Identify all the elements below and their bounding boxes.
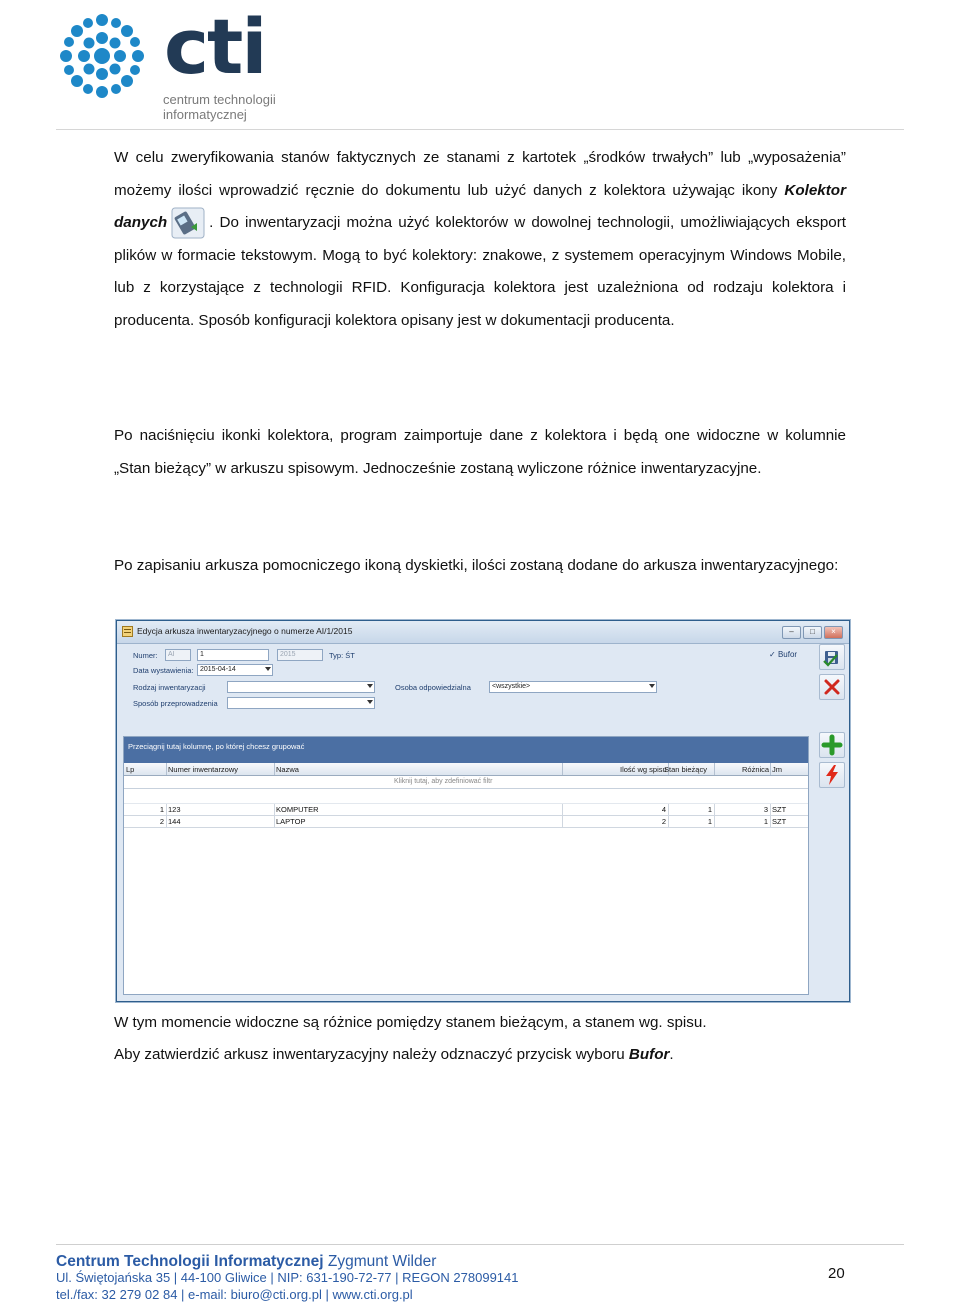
lightning-icon	[820, 763, 844, 787]
chevron-down-icon	[649, 684, 655, 688]
cell-divider	[274, 816, 275, 827]
data-wystawienia-value: 2015-04-14	[200, 666, 236, 673]
minimize-icon[interactable]: –	[782, 626, 801, 639]
collector-button[interactable]	[819, 762, 845, 788]
footer-company	[56, 1253, 436, 1271]
col-jm[interactable]: Jm	[772, 765, 782, 774]
collector-icon	[171, 207, 205, 239]
col-nazwa[interactable]: Nazwa	[276, 765, 299, 774]
footer-divider	[56, 1244, 904, 1245]
sposob-label: Sposób przeprowadzenia	[133, 699, 218, 708]
p1-text-before: W celu zweryfikowania stanów faktycznych ze stanami z kartotek „środków trwałych” lub „wyposażenia” możemy ilości wprowadzić ręcznie do dokumentu lub użyć danych z kolektora używając ikony	[114, 149, 846, 199]
rodzaj-label: Rodzaj inwentaryzacji	[133, 683, 206, 692]
data-wystawienia-label: Data wystawienia:	[133, 666, 194, 675]
numer-label: Numer:	[133, 651, 158, 660]
cell-divider	[770, 816, 771, 827]
bufor-checkbox[interactable]	[769, 650, 797, 659]
inventory-sheet-window	[116, 620, 850, 1002]
bufor-check-icon: ✓	[769, 650, 776, 659]
cell-divider	[668, 804, 669, 815]
cell-roznica: 3	[763, 805, 768, 814]
sposob-select[interactable]	[227, 697, 375, 709]
col-stan[interactable]: Stan bieżący	[664, 765, 707, 774]
window-titlebar	[117, 621, 849, 644]
close-icon[interactable]: ×	[824, 626, 843, 639]
col-divider	[274, 763, 275, 775]
paragraph-import-info: Po naciśnięciu ikonki kolektora, program zaimportuje dane z kolektora i będą one widoczne w kolumnie „Stan bieżący” w arkuszu spisowym. Jednocześnie zostaną wyliczone różnice inwentaryzacyjne.	[114, 427, 846, 477]
filter-hint: Kliknij tutaj, aby zdefiniować filtr	[394, 778, 493, 785]
cell-stan: 1	[707, 817, 712, 826]
numer-year-field: 2015	[277, 649, 323, 661]
footer-contact: tel./fax: 32 279 02 84 | e-mail: biuro@cti.org.pl | www.cti.org.pl	[56, 1287, 413, 1302]
cti-globe-icon	[56, 10, 148, 102]
grid-header	[124, 763, 808, 776]
cell-lp: 2	[159, 817, 164, 826]
cell-roznica: 1	[763, 817, 768, 826]
close-icon	[820, 675, 844, 699]
app-icon	[122, 626, 133, 637]
col-divider	[714, 763, 715, 775]
logo-wordmark: cti	[164, 2, 266, 91]
cell-divider	[714, 816, 715, 827]
p5-text-before: Aby zatwierdzić arkusz inwentaryzacyjny należy odznaczyć przycisk wyboru	[114, 1046, 629, 1063]
cell-divider	[714, 804, 715, 815]
cell-divider	[274, 804, 275, 815]
cti-logo	[56, 2, 296, 126]
cell-divider	[166, 804, 167, 815]
footer-company-rest: Zygmunt Wilder	[323, 1253, 437, 1270]
numer-prefix-field: AI	[165, 649, 191, 661]
paragraph-save-info: Po zapisaniu arkusza pomocniczego ikoną dyskietki, ilości zostaną dodane do arkusza inwentaryzacyjnego:	[114, 557, 839, 574]
cell-ilosc: 4	[661, 805, 666, 814]
footer-company-bold: Centrum Technologii Informatycznej	[56, 1253, 324, 1270]
cell-divider	[668, 816, 669, 827]
cell-nazwa: LAPTOP	[276, 817, 306, 826]
data-wystawienia-field[interactable]	[197, 664, 273, 676]
osoba-select[interactable]	[489, 681, 657, 693]
col-divider	[562, 763, 563, 775]
col-divider	[166, 763, 167, 775]
cell-lp: 1	[159, 805, 164, 814]
table-row[interactable]	[124, 816, 808, 828]
chevron-down-icon	[265, 667, 271, 671]
p1-bold-kolektor: Kolektor danych	[114, 181, 846, 232]
logo-sub-line1: centrum technologii	[163, 92, 276, 107]
p5-text-after: .	[669, 1046, 674, 1063]
typ-label: Typ: ŚT	[329, 651, 355, 660]
cell-numer: 144	[168, 817, 181, 826]
items-grid	[123, 736, 809, 995]
rodzaj-select[interactable]	[227, 681, 375, 693]
header-divider	[56, 129, 904, 130]
osoba-value: <wszystkie>	[492, 683, 531, 690]
plus-icon	[820, 733, 844, 757]
p5-bold-bufor: Bufor	[628, 1046, 670, 1063]
footer-address: Ul. Świętojańska 35 | 44-100 Gliwice | NIP: 631-190-72-77 | REGON 278099141	[56, 1270, 519, 1285]
floppy-icon	[820, 645, 844, 669]
add-item-button[interactable]	[819, 732, 845, 758]
numer-field[interactable]: 1	[197, 649, 269, 661]
table-row[interactable]	[124, 804, 808, 816]
cell-divider	[166, 816, 167, 827]
cell-stan: 1	[707, 805, 712, 814]
window-title: Edycja arkusza inwentaryzacyjnego o numerze AI/1/2015	[137, 626, 353, 636]
maximize-icon[interactable]: □	[803, 626, 822, 639]
chevron-down-icon	[367, 700, 373, 704]
chevron-down-icon	[367, 684, 373, 688]
cell-jm: SZT	[772, 805, 787, 814]
cell-divider	[770, 804, 771, 815]
filter-row[interactable]	[124, 776, 808, 789]
cell-jm: SZT	[772, 817, 787, 826]
col-lp[interactable]: Lp	[126, 765, 135, 774]
logo-sub-line2: informatycznej	[163, 107, 247, 122]
new-row[interactable]	[124, 789, 808, 804]
col-numer[interactable]: Numer inwentarzowy	[168, 765, 239, 774]
col-roznica[interactable]: Różnica	[742, 765, 770, 774]
cell-ilosc: 2	[661, 817, 666, 826]
bufor-label: Bufor	[777, 650, 798, 659]
paragraph-collector-intro	[114, 142, 846, 337]
save-button[interactable]	[819, 644, 845, 670]
p1-text-after: . Do inwentaryzacji można użyć kolektorów w dowolnej technologii, umożliwiających eksport plików w formacie tekstowym. Mogą to być kolektory: znakowe, z systemem operacyjnym Windows Mobile, lub z korzystające z technologii RFID. Konfiguracja kolektora jest uzależniona od rodzaju kolektora i producenta. Sposób konfiguracji kolektora opisany jest w dokumentacji producenta.	[114, 214, 846, 329]
cancel-button[interactable]	[819, 674, 845, 700]
paragraph-approve	[114, 1039, 846, 1072]
window-body	[117, 644, 849, 1001]
group-hint: Przeciągnij tutaj kolumnę, po której chcesz grupować	[128, 742, 305, 751]
paragraph-differences: W tym momencie widoczne są różnice pomiędzy stanem bieżącym, a stanem wg. spisu.	[114, 1014, 707, 1031]
group-by-panel[interactable]	[124, 737, 808, 763]
col-divider	[770, 763, 771, 775]
cell-divider	[562, 804, 563, 815]
page-number: 20	[828, 1265, 845, 1282]
logo-subtitle	[163, 92, 276, 122]
cell-divider	[562, 816, 563, 827]
osoba-label: Osoba odpowiedzialna	[395, 683, 471, 692]
cell-nazwa: KOMPUTER	[276, 805, 319, 814]
col-ilosc[interactable]: Ilość wg spisu	[620, 765, 667, 774]
cell-numer: 123	[168, 805, 181, 814]
